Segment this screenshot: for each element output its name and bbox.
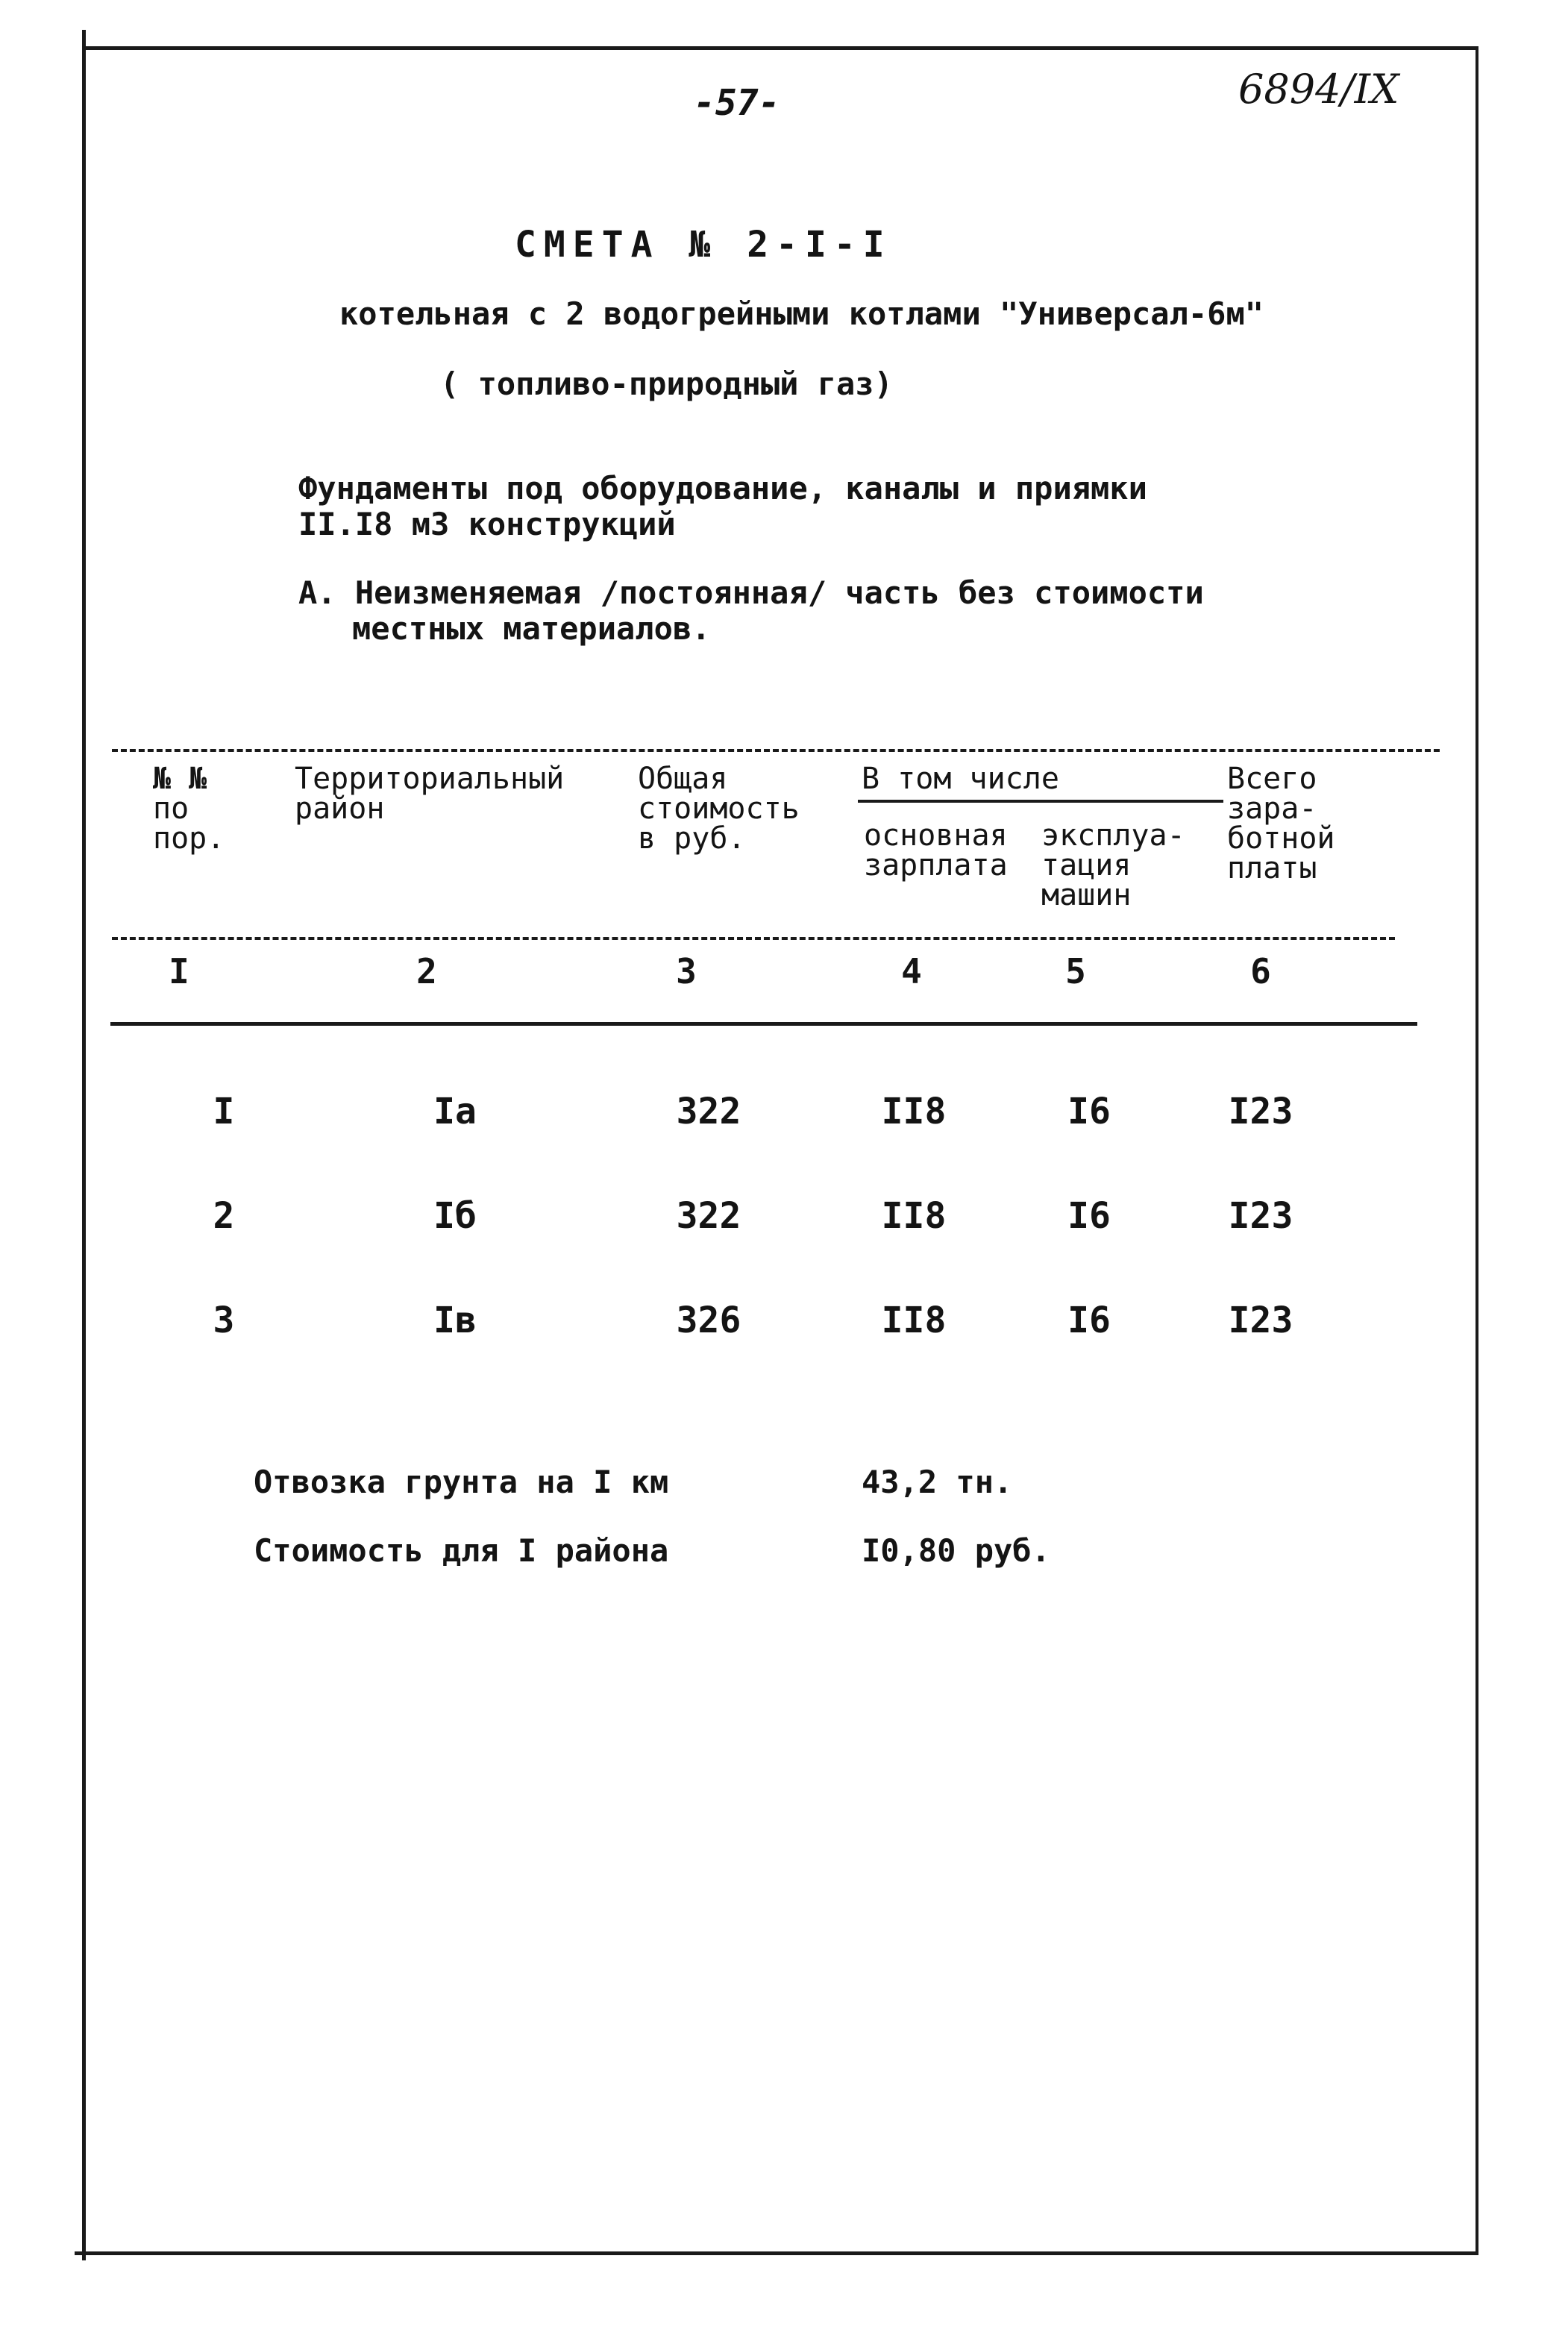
section-line-1: Фундаменты под оборудование, каналы и приямки [298,470,1147,507]
salary-cell: II8 [881,1300,947,1341]
column-number: 6 [1250,951,1271,991]
total-cost-cell: 322 [676,1091,741,1132]
group-header-underline [858,800,1223,803]
part-line-1: А. Неизменяемая /постоянная/ часть без стоимости [298,574,1204,611]
column-number: 2 [416,951,437,991]
total-cost-cell: 326 [676,1300,741,1341]
frame-bottom-border [75,2251,1478,2255]
region-cell: Iв [433,1300,477,1341]
region-cell: Iа [433,1091,477,1132]
column-numbers-rule [110,1022,1417,1026]
header-col3: Общая стоимость в руб. [638,762,800,856]
wages-cell: I23 [1228,1300,1293,1341]
section-line-2: II.I8 м3 конструкций [298,506,676,542]
header-col6: Всего зара- ботной платы [1227,762,1335,886]
note-label: Отвозка грунта на I км [254,1464,669,1500]
document-title: СМЕТА № 2-I-I [515,224,892,266]
page-number: -57- [694,82,780,124]
machines-cell: I6 [1067,1300,1111,1341]
header-bottom-rule [112,937,1395,940]
salary-cell: II8 [881,1195,947,1237]
wages-cell: I23 [1228,1091,1293,1132]
salary-cell: II8 [881,1091,947,1132]
column-number: 4 [901,951,922,991]
part-line-2: местных материалов. [352,610,711,647]
frame-top-border [84,46,1478,50]
note-value: I0,80 руб. [862,1532,1050,1569]
table-top-rule [112,749,1440,752]
machines-cell: I6 [1067,1195,1111,1237]
document-subtitle: котельная с 2 водогрейными котлами "Универсал-6м" [339,295,1264,332]
column-number: I [169,951,189,991]
region-cell: Iб [433,1195,477,1237]
wages-cell: I23 [1228,1195,1293,1237]
column-number: 5 [1065,951,1086,991]
frame-right-border [1476,46,1478,2254]
column-number: 3 [676,951,697,991]
total-cost-cell: 322 [676,1195,741,1237]
row-number: I [213,1091,235,1132]
header-col1: № № по пор. [153,762,225,856]
frame-left-border [82,30,86,2260]
fuel-type: ( топливо-природный газ) [440,366,893,402]
row-number: 2 [213,1195,235,1237]
header-group: В том числе [862,762,1059,796]
note-label: Стоимость для I района [254,1532,669,1569]
header-col5: эксплуа- тация машин [1041,818,1185,912]
sheet-code: 6894/IX [1238,66,1399,113]
header-col2: Территориальный район [295,762,565,826]
machines-cell: I6 [1067,1091,1111,1132]
header-col4: основная зарплата [864,818,1008,883]
row-number: 3 [213,1300,235,1341]
note-value: 43,2 тн. [862,1464,1013,1500]
